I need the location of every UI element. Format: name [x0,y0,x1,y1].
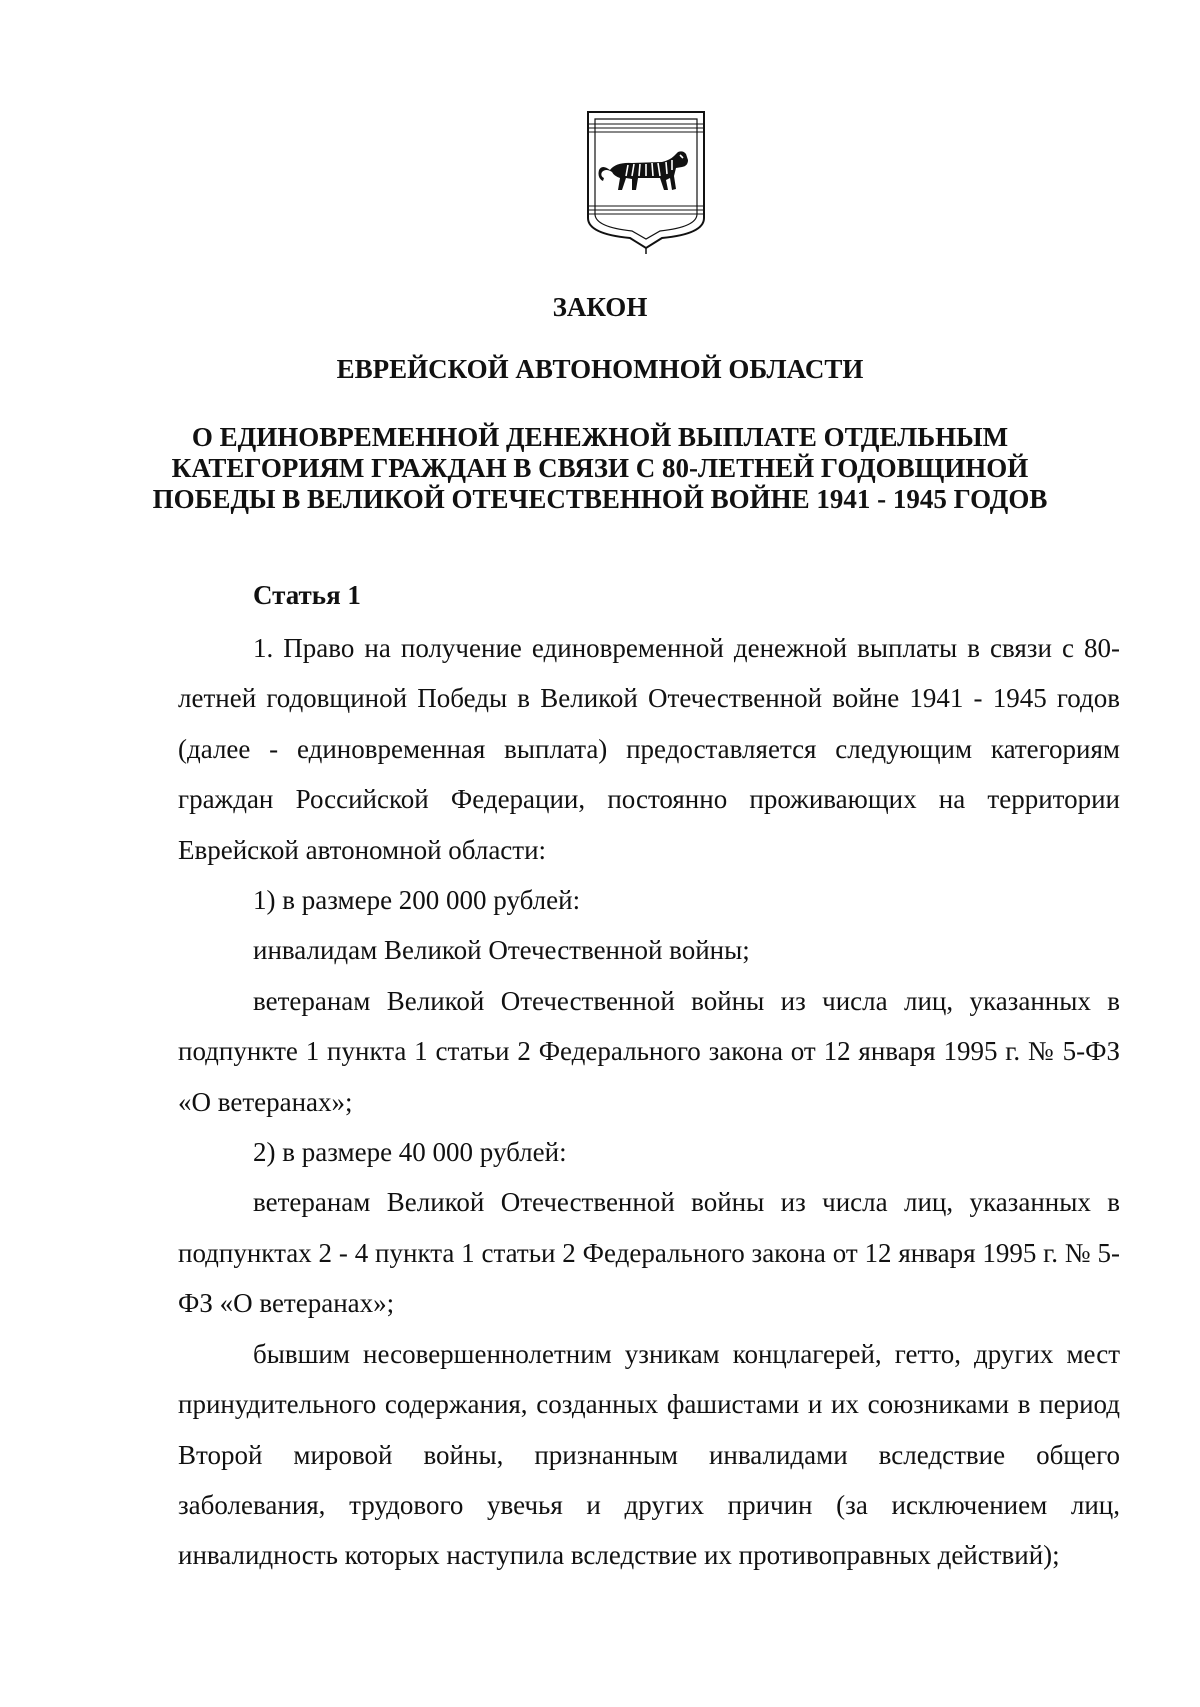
article-paragraph: бывшим несовершеннолетним узникам концлагерей, гетто, других мест принудительного содержания, созданных фашистами и их союзниками в период Второй мировой войны, признанным инвалидами вследствие общего заболевания, трудового увечья и других причин (за исключением лиц, инвалидность которых наступила вследствие их противоправных действий); [178,1338,1120,1571]
article-paragraph: 1) в размере 200 000 рублей: [253,885,581,916]
law-subject-line: ПОБЕДЫ В ВЕЛИКОЙ ОТЕЧЕСТВЕННОЙ ВОЙНЕ 1941 - 1945 ГОДОВ [152,484,1048,514]
article-paragraph: 1. Право на получение единовременной денежной выплаты в связи с 80-летней годовщиной Победы в Великой Отечественной войне 1941 - 1945 годов (далее - единовременная выплата) предоставляется следующим категориям граждан Российской Федерации, постоянно проживающих на территории Еврейской автономной области: [178,633,1120,865]
article-paragraph: инвалидам Великой Отечественной войны; [253,935,750,966]
tiger-figure [599,151,689,190]
article-heading: Статья 1 [253,580,361,610]
article-paragraph: ветеранам Великой Отечественной войны из числа лиц, указанных в подпункте 1 пункта 1 статьи 2 Федерального закона от 12 января 1995 г. № 5-ФЗ «О ветеранах»; [178,985,1120,1117]
coat-of-arms-emblem [586,110,706,256]
law-subject-title [0,422,1200,515]
article-body [178,623,1120,1581]
region-title: ЕВРЕЙСКОЙ АВТОНОМНОЙ ОБЛАСТИ [336,354,864,384]
article-paragraph: ветеранам Великой Отечественной войны из числа лиц, указанных в подпунктах 2 - 4 пункта 1 статьи 2 Федерального закона от 12 января 1995 г. № 5-ФЗ «О ветеранах»; [178,1187,1120,1319]
article-paragraph: 2) в размере 40 000 рублей: [253,1137,567,1168]
law-subject-line: КАТЕГОРИЯМ ГРАЖДАН В СВЯЗИ С 80-ЛЕТНЕЙ ГОДОВЩИНОЙ [171,453,1029,483]
law-subject-line: О ЕДИНОВРЕМЕННОЙ ДЕНЕЖНОЙ ВЫПЛАТЕ ОТДЕЛЬНЫМ [191,422,1009,452]
document-type-title: ЗАКОН [552,292,648,322]
